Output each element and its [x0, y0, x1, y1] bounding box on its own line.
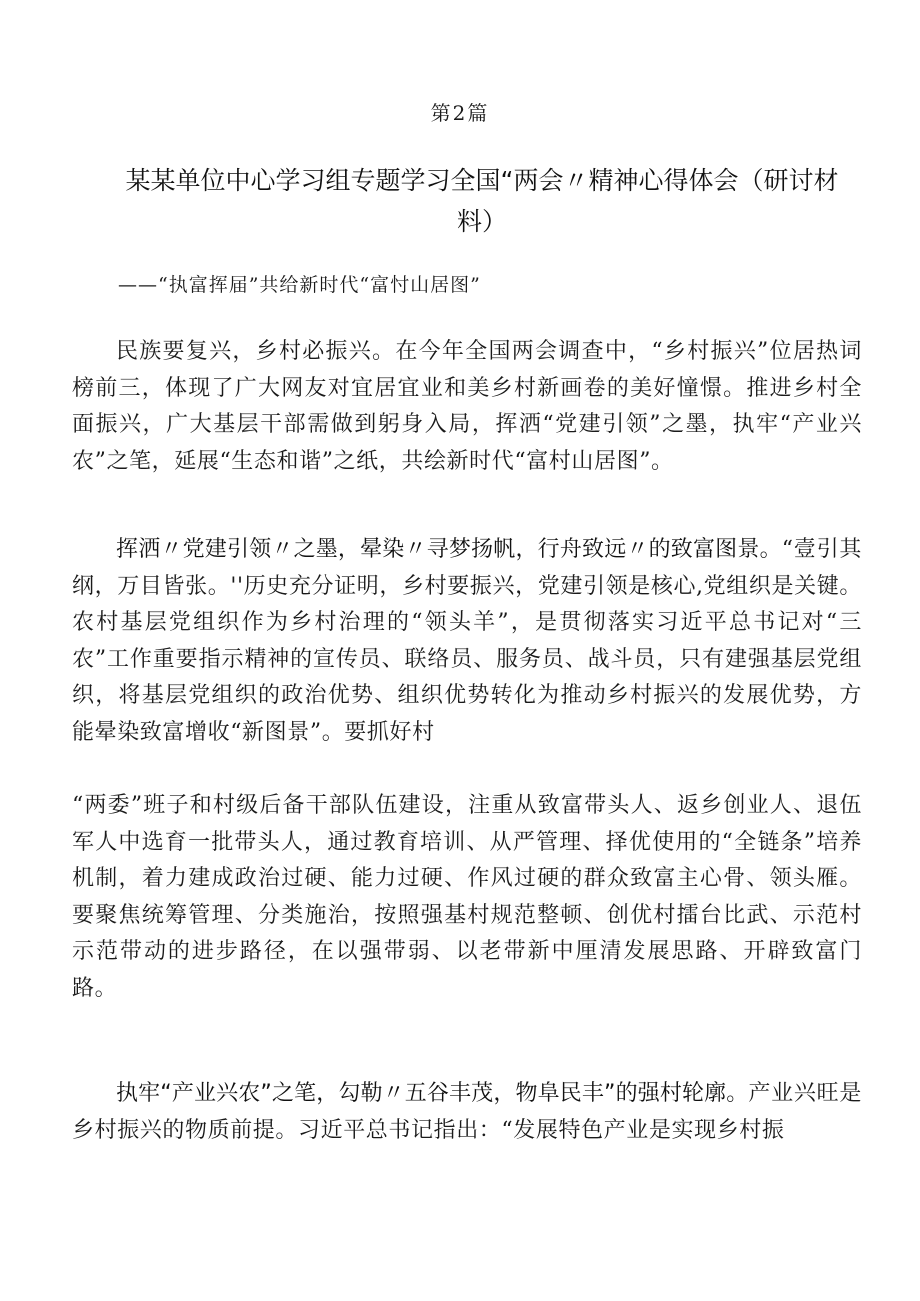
paragraph-text: “两委”班子和村级后备干部队伍建设，注重从致富带头人、返乡创业人、退伍军人中选育一批带头人，通过教育培训、从严管理、择优使用的“全链条”培养机制，着力建成政治过硬、能力过硬、作风过硬的群众致富主心骨、领头雁。要聚焦统筹管理、分类施治，按照强基村规范整顿、创优村擂台比武、示范村示范带动的进步路径，在以强带弱、以老带新中厘清发展思路、开辟致富门路。	[72, 793, 862, 1001]
paragraph-lead: 挥洒〃党建引领〃之墨，晕染〃寻梦扬帆，行舟致远〃的致富图景。	[116, 537, 782, 562]
paragraph-text: 民族要复兴，乡村必振兴。在今年全国两会调查中，“乡村振兴”位居热词榜前三，体现了广大网友对宜居宜业和美乡村新画卷的美好憧憬。推进乡村全面振兴，广大基层干部需做到躬身入局，挥洒“党建引领”之墨，执牢“产业兴农”之笔，延展“生态和谐”之纸，共绘新时代“富村山居图”。	[72, 339, 862, 474]
paragraph-intro	[72, 334, 862, 480]
document-subtitle: ——“执富挥届”共给新时代“富忖山居图”	[118, 274, 481, 296]
chapter-heading: 第2篇	[430, 101, 490, 125]
paragraph-party-building	[72, 532, 862, 751]
paragraph-text: 产业兴旺是乡村振兴的物质前提。习近平总书记指出：“发展特色产业是实现乡村振	[72, 1081, 862, 1143]
paragraph-text: “壹引其纲，万目皆张。''历史充分证明，乡村要振兴，党建引领是核心,党组织是关键。农村基层党组织作为乡村治理的“领头羊”，是贯彻落实习近平总书记对“三农”工作重要指示精神的宣传员、联络员、服务员、战斗员，只有建强基层党组织，将基层党组织的政治优势、组织优势转化为推动乡村振兴的发展优势，方能晕染致富增收“新图景”。要抓好村	[72, 537, 862, 745]
paragraph-industry	[72, 1076, 862, 1149]
paragraph-lead: 执牢“产业兴农”之笔，勾勒〃五谷丰茂，物阜民丰”的强村轮廓。	[116, 1081, 749, 1106]
document-title: 某某单位中心学习组专题学习全国“两会〃精神心得体会（研讨材料）	[125, 166, 839, 236]
paragraph-party-building-continued	[72, 788, 862, 1007]
